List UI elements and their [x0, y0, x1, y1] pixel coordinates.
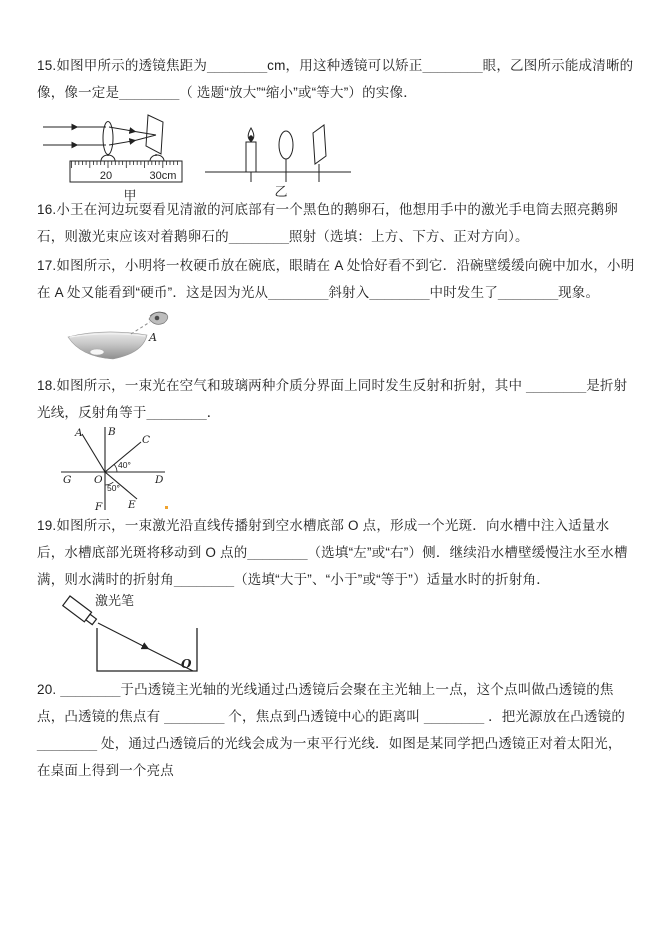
question-text: 18.如图所示，一束光在空气和玻璃两种介质分界面上同时发生反射和折射，其中 — [37, 378, 527, 393]
blank-field: ________ — [498, 285, 559, 300]
question-text: 19.如图所示，一束激光沿直线传播射到空水槽底部 O 点，形成一个光斑．向水槽中注入适量水后，水槽底部光斑将移动到 O 点的 — [37, 518, 610, 560]
question-text: 是折射光线，反射角等于 — [37, 378, 628, 420]
angle-40-label: 40° — [118, 460, 131, 470]
coin-highlight — [90, 349, 104, 355]
figure-caption-yi: 乙 — [274, 184, 288, 199]
convex-lens — [103, 122, 113, 155]
question-18 — [37, 372, 635, 426]
figure-caption-jia: 甲 — [123, 188, 137, 203]
angle-50-label: 50° — [107, 483, 120, 493]
question-17 — [37, 252, 635, 306]
blank-field: ________ — [268, 285, 329, 300]
candle — [246, 128, 256, 182]
laser-beam — [98, 623, 193, 671]
laser-pen-label: 激光笔 — [95, 593, 135, 608]
blank-field: ________ — [164, 709, 225, 724]
blank-field: ________ — [526, 378, 587, 393]
lens — [279, 131, 293, 182]
question-text: 眼，乙图所示能成清晰的像，像一定是 — [37, 58, 634, 100]
eye-icon — [149, 312, 168, 324]
laser-pen — [63, 596, 98, 627]
question-text: 现象。 — [558, 285, 600, 300]
figure-optical-bench — [205, 112, 355, 204]
ruler-mark-20: 20 — [99, 170, 113, 182]
blank-field: ________ — [247, 545, 308, 560]
figure-lens-on-ruler — [35, 108, 210, 204]
blank-field: ________ — [60, 682, 121, 697]
label-g: G — [63, 474, 72, 486]
blank-field: ________ — [119, 85, 180, 100]
question-15 — [37, 52, 635, 106]
blank-field: ________ — [424, 709, 485, 724]
blank-field: ________ — [174, 572, 235, 587]
label-a: A — [75, 427, 83, 439]
question-19 — [37, 512, 635, 593]
figure-bowl-and-eye — [45, 303, 195, 373]
question-text: 斜射入 — [328, 285, 370, 300]
question-16 — [37, 196, 635, 250]
figure-ray-diagram — [53, 422, 173, 517]
question-20 — [37, 676, 635, 784]
question-text: 中时发生了 — [429, 285, 499, 300]
sight-line — [131, 322, 150, 334]
question-text: 16.小王在河边玩耍看见清澈的河底部有一个黑色的鹅卵石，他想用手中的激光手电筒去照亮鹅卵石，则激光束应该对着鹅卵石的 — [37, 202, 619, 244]
label-b: B — [108, 426, 116, 438]
label-o: O — [94, 474, 103, 486]
angle-arc-40 — [114, 465, 117, 473]
question-text: 照射（选填：上方、下方、正对方向）。 — [288, 229, 529, 244]
question-text: 个，焦点到凸透镜中心的距离叫 — [224, 709, 425, 724]
screen — [313, 125, 326, 182]
blank-field: ________ — [422, 58, 483, 73]
question-text: 于凸透镜主光轴的光线通过凸透镜后会聚在主光轴上一点，这个点叫做凸透镜的焦点，凸透镜的焦点有 — [37, 682, 614, 724]
blank-field: ________ — [228, 229, 289, 244]
blank-field: ________ — [146, 405, 207, 420]
label-c: C — [142, 434, 151, 446]
point-o-label: O — [181, 657, 192, 671]
question-text: 17.如图所示，小明将一枚硬币放在碗底，眼睛在 A 处恰好看不到它．沿碗壁缓缓向碗中加水，小明在 A 处又能看到“硬币”．这是因为光从 — [37, 258, 635, 300]
blank-field: ________ — [369, 285, 430, 300]
question-text: （ 选题“放大”“缩小”或“等大”）的实像． — [179, 85, 417, 100]
question-text: ． — [206, 405, 221, 420]
question-text: （选填“左”或“右”）侧．继续沿水槽壁缓慢注水至水槽满，则水满时的折射角 — [37, 545, 628, 587]
question-text: cm，用这种透镜可以矫正 — [267, 58, 423, 73]
question-text: 15.如图甲所示的透镜焦距为 — [37, 58, 208, 73]
question-text: ．把光源放在凸透镜的 — [484, 709, 626, 724]
point-a-label: A — [149, 331, 157, 344]
question-text: （选填“大于”、“小于”或“等于”）适量水时的折射角． — [234, 572, 550, 587]
light-rays — [43, 127, 156, 145]
figure-laser-tank — [48, 590, 213, 682]
ruler-mark-30cm: 30cm — [149, 170, 177, 182]
label-d: D — [155, 474, 164, 486]
question-text: 20. — [37, 682, 61, 697]
artifact-dot — [165, 506, 168, 509]
label-f: F — [95, 501, 103, 513]
blank-field: ________ — [37, 736, 98, 751]
blank-field: ________ — [207, 58, 268, 73]
label-e: E — [128, 499, 136, 511]
lens-holder — [101, 154, 164, 161]
question-text: 处，通过凸透镜后的光线会成为一束平行光线．如图是某同学把凸透镜正对着太阳光，在桌面上得到一个亮点 — [37, 736, 622, 778]
